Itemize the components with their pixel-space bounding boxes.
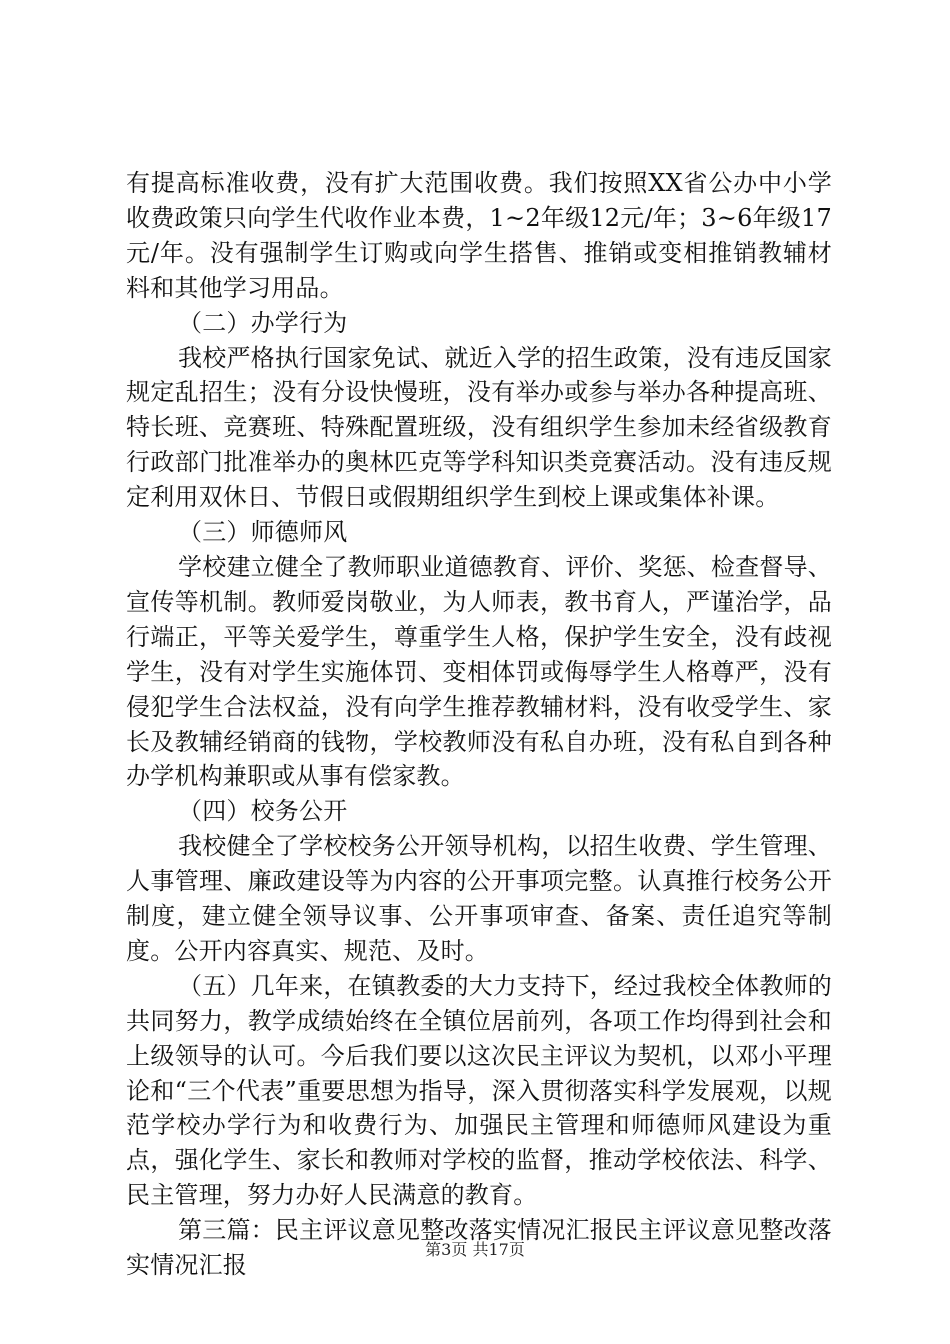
paragraph-affairs-disclosure: 我校健全了学校校务公开领导机构，以招生收费、学生管理、人事管理、廉政建设等为内容的公开事项完整。认真推行校务公开制度，建立健全领导议事、公开事项审查、备案、责任追究等制度。公开内容真实、规范、及时。 — [126, 832, 832, 965]
paragraph-part-three-title: 第三篇：民主评议意见整改落实情况汇报民主评议意见整改落实情况汇报 — [126, 1216, 832, 1280]
section-heading-affairs-disclosure: （四）校务公开 — [178, 797, 348, 826]
document-body — [126, 166, 832, 1283]
total-pages: 共17页 — [472, 1240, 525, 1259]
page-number: 第3页 — [425, 1240, 468, 1259]
section-heading-teacher-ethics: （三）师德师风 — [178, 518, 348, 547]
section-heading-school-conduct: （二）办学行为 — [178, 308, 348, 337]
page-footer — [0, 1240, 950, 1260]
paragraph-teacher-ethics: 学校建立健全了教师职业道德教育、评价、奖惩、检查督导、宣传等机制。教师爱岗敬业，为人师表，教书育人，严谨治学，品行端正，平等关爱学生，尊重学生人格，保护学生安全，没有歧视学生，没有对学生实施体罚、变相体罚或侮辱学生人格尊严，没有侵犯学生合法权益，没有向学生推荐教辅材料，没有收受学生、家长及教辅经销商的钱物，学校教师没有私自办班，没有私自到各种办学机构兼职或从事有偿家教。 — [126, 552, 832, 791]
paragraph-summary: （五）几年来，在镇教委的大力支持下，经过我校全体教师的共同努力，教学成绩始终在全镇位居前列，各项工作均得到社会和上级领导的认可。今后我们要以这次民主评议为契机，以邓小平理论和“三个代表”重要思想为指导，深入贯彻落实科学发展观，以规范学校办学行为和收费行为、加强民主管理和师德师风建设为重点，强化学生、家长和教师对学校的监督，推动学校依法、科学、民主管理，努力办好人民满意的教育。 — [126, 971, 832, 1210]
paragraph-school-conduct: 我校严格执行国家免试、就近入学的招生政策，没有违反国家规定乱招生；没有分设快慢班，没有举办或参与举办各种提高班、特长班、竞赛班、特殊配置班级，没有组织学生参加未经省级教育行政部门批准举办的奥林匹克等学科知识类竞赛活动。没有违反规定利用双休日、节假日或假期组织学生到校上课或集体补课。 — [126, 343, 832, 512]
paragraph-fee-continuation: 有提高标准收费，没有扩大范围收费。我们按照XX省公办中小学收费政策只向学生代收作业本费，1~2年级12元/年；3~6年级17元/年。没有强制学生订购或向学生搭售、推销或变相推销教辅材料和其他学习用品。 — [126, 169, 832, 302]
